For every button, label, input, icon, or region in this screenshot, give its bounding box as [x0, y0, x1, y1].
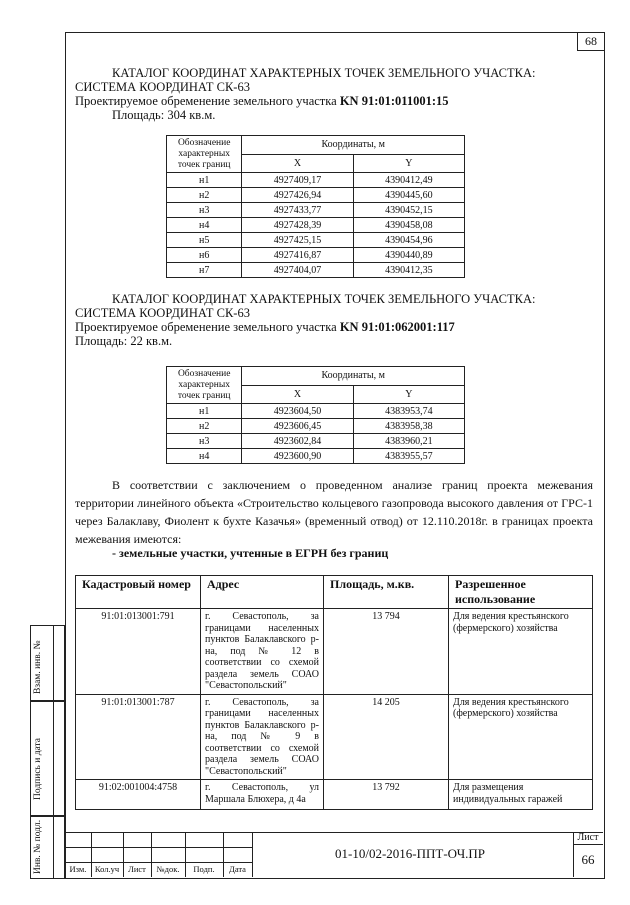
x-cell: 4923602,84 — [242, 434, 353, 449]
point-cell: н1 — [167, 404, 242, 419]
y-cell: 4383955,57 — [353, 449, 464, 464]
catalog1-system: СИСТЕМА КООРДИНАТ СК-63 — [75, 80, 250, 94]
coords-header: Координаты, м — [242, 367, 465, 386]
point-header: Обозначение характерных точек границ — [167, 136, 242, 173]
side-strip-1 — [42, 625, 65, 702]
page-number-top: 68 — [577, 32, 604, 51]
lots-header-area: Площадь, м.кв. — [324, 576, 449, 609]
x-cell: 4927426,94 — [242, 188, 353, 203]
x-cell: 4927433,77 — [242, 203, 353, 218]
side-strip-2 — [42, 700, 65, 817]
coord-row — [167, 449, 465, 464]
point-cell: н7 — [167, 263, 242, 278]
x-cell: 4923600,90 — [242, 449, 353, 464]
coord-row — [167, 248, 465, 263]
point-cell: н1 — [167, 173, 242, 188]
x-cell: 4927404,07 — [242, 263, 353, 278]
lot-address-cell: г. Севастополь, ул Маршала Блюхера, д 4а — [201, 780, 324, 810]
lot-row — [76, 694, 593, 780]
y-cell: 4383958,38 — [353, 419, 464, 434]
analysis-paragraph: В соответствии с заключением о проведенном анализе границ проекта межевания территории линейного объекта «Строительство кольцевого газопровода высокого давления от ГРС-1 через Балаклаву, Фиолент к бухте Казачья» (временный отвод) от 12.110.2018г. в границах проекта межевания имеются: — [75, 478, 593, 546]
point-cell: н2 — [167, 419, 242, 434]
lot-area-cell: 14 205 — [324, 694, 449, 780]
coord-row — [167, 233, 465, 248]
catalog2-system: СИСТЕМА КООРДИНАТ СК-63 — [75, 306, 250, 320]
lot-area-cell: 13 792 — [324, 780, 449, 810]
x-cell: 4927409,17 — [242, 173, 353, 188]
coord-row — [167, 203, 465, 218]
coord-row — [167, 434, 465, 449]
x-cell: 4923604,50 — [242, 404, 353, 419]
coord-row — [167, 419, 465, 434]
catalog2-area: Площадь: 22 кв.м. — [75, 334, 173, 348]
x-header: X — [242, 385, 353, 404]
coord-row — [167, 173, 465, 188]
catalog2-title: КАТАЛОГ КООРДИНАТ ХАРАКТЕРНЫХ ТОЧЕК ЗЕМЕЛЬНОГО УЧАСТКА: — [112, 292, 536, 306]
subheading: - земельные участки, учтенные в ЕГРН без границ — [112, 546, 389, 560]
y-cell: 4390412,49 — [353, 173, 464, 188]
lots-header-address: Адрес — [201, 576, 324, 609]
lot-cadastral-cell: 91:02:001004:4758 — [76, 780, 201, 810]
catalog1-area: Площадь: 304 кв.м. — [112, 108, 216, 122]
catalog2-table — [166, 366, 465, 464]
side-strip-3 — [42, 815, 65, 879]
lot-cadastral-cell: 91:01:013001:787 — [76, 694, 201, 780]
lot-row — [76, 780, 593, 810]
y-cell: 4383960,21 — [353, 434, 464, 449]
y-cell: 4390458,08 — [353, 218, 464, 233]
point-cell: н2 — [167, 188, 242, 203]
x-cell: 4923606,45 — [242, 419, 353, 434]
lot-usage-cell: Для ведения крестьянского (фермерского) хозяйства — [449, 609, 593, 695]
stamp-label-izm: Изм. — [69, 864, 87, 874]
stamp-label-koluch: Кол.уч — [94, 864, 120, 874]
point-cell: н6 — [167, 248, 242, 263]
coord-row — [167, 404, 465, 419]
x-header: X — [242, 154, 353, 173]
point-cell: н4 — [167, 218, 242, 233]
document-code: 01-10/02-2016-ППТ-ОЧ.ПР — [335, 846, 486, 861]
y-header: Y — [353, 154, 464, 173]
stamp-label-podp: Подп. — [193, 864, 215, 874]
y-cell: 4383953,74 — [353, 404, 464, 419]
stamp-sheet-line — [573, 844, 603, 845]
catalog1-encumbrance: Проектируемое обременение земельного участка KN 91:01:011001:15 — [75, 94, 449, 108]
point-cell: н4 — [167, 449, 242, 464]
lot-usage-cell: Для размещения индивидуальных гаражей — [449, 780, 593, 810]
lot-usage-cell: Для ведения крестьянского (фермерского) хозяйства — [449, 694, 593, 780]
lots-header-cadastral: Кадастровый номер — [76, 576, 201, 609]
y-cell: 4390452,15 — [353, 203, 464, 218]
lot-address-cell: г. Севастополь, за границами населенных пунктов Балаклавского р-на, под № 12 в соответствии со схемой раздела земель СОАО "Севастопольский" — [201, 609, 324, 695]
lot-address-cell: г. Севастополь, за границами населенных пунктов Балаклавского р-на, под № 9 в соответствии со схемой раздела земель СОАО "Севастопольский" — [201, 694, 324, 780]
stamp-label-data: Дата — [229, 864, 246, 874]
y-header: Y — [353, 385, 464, 404]
stamp-label-list: Лист — [128, 864, 146, 874]
coord-row — [167, 218, 465, 233]
point-cell: н5 — [167, 233, 242, 248]
lot-cadastral-cell: 91:01:013001:791 — [76, 609, 201, 695]
y-cell: 4390445,60 — [353, 188, 464, 203]
coord-row — [167, 188, 465, 203]
y-cell: 4390440,89 — [353, 248, 464, 263]
x-cell: 4927425,15 — [242, 233, 353, 248]
title-block — [65, 832, 603, 877]
stamp-top-line — [65, 832, 603, 833]
side-label-inv-original: Инв. № подл. — [33, 819, 43, 874]
catalog2-encumbrance: Проектируемое обременение земельного участка KN 91:01:062001:117 — [75, 320, 455, 334]
lot-area-cell: 13 794 — [324, 609, 449, 695]
point-cell: н3 — [167, 203, 242, 218]
coord-row — [167, 263, 465, 278]
catalog1-table — [166, 135, 465, 278]
x-cell: 4927416,87 — [242, 248, 353, 263]
point-cell: н3 — [167, 434, 242, 449]
lots-header-usage: Разрешенное использование — [449, 576, 593, 609]
side-label-replace-inv: Взам. инв. № — [33, 640, 43, 694]
y-cell: 4390412,35 — [353, 263, 464, 278]
catalog1-title: КАТАЛОГ КООРДИНАТ ХАРАКТЕРНЫХ ТОЧЕК ЗЕМЕЛЬНОГО УЧАСТКА: — [112, 66, 536, 80]
x-cell: 4927428,39 — [242, 218, 353, 233]
lots-table — [75, 575, 593, 810]
lot-row — [76, 609, 593, 695]
sheet-number: 66 — [581, 852, 595, 867]
point-header: Обозначение характерных точек границ — [167, 367, 242, 404]
side-label-signature: Подпись и дата — [33, 737, 43, 800]
y-cell: 4390454,96 — [353, 233, 464, 248]
coords-header: Координаты, м — [242, 136, 465, 155]
sheet-label: Лист — [577, 832, 599, 843]
stamp-label-ndok: №док. — [156, 864, 180, 874]
